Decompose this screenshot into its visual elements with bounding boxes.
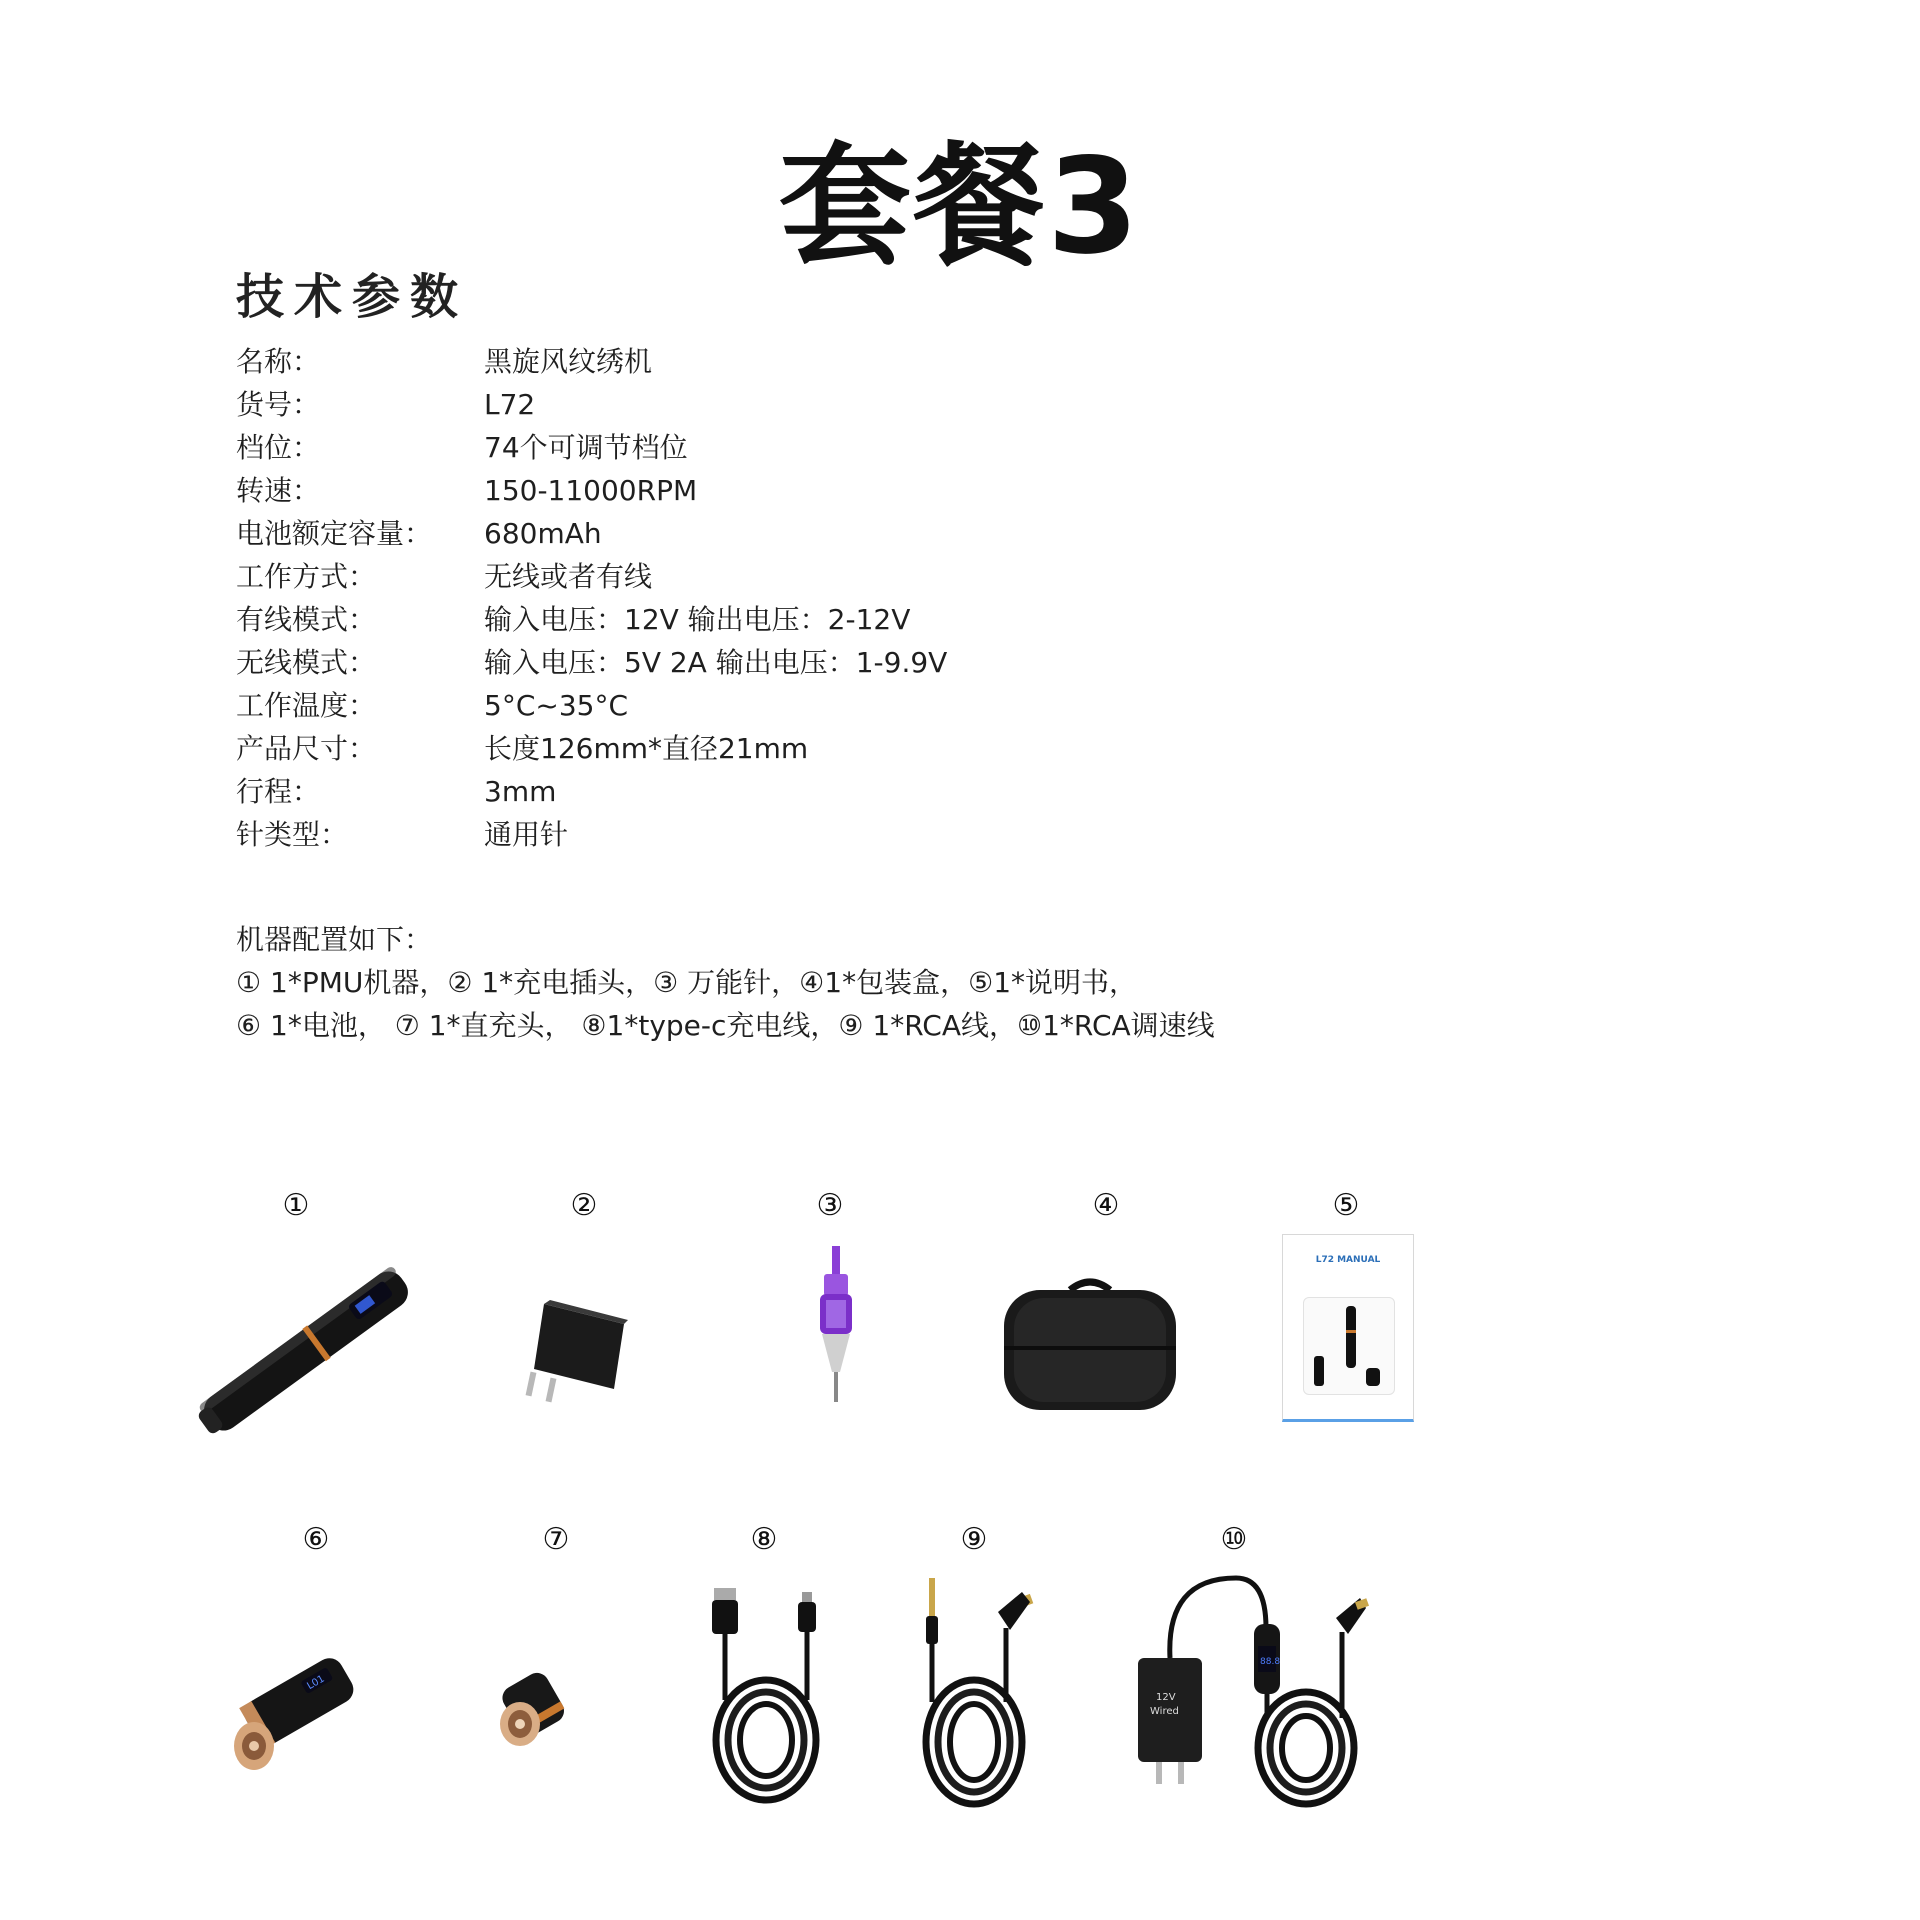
spec-value: 输入电压：5V 2A 输出电压：1-9.9V [484,646,948,679]
spec-label: 档位： [236,431,321,464]
section-title: 技术参数 [236,269,469,325]
speed-display-text: 88.8 [1260,1657,1281,1667]
spec-value: 74个可调节档位 [484,431,688,464]
item-number: ① [282,1188,310,1223]
spec-label: 货号： [236,388,321,421]
spec-label: 有线模式： [236,603,377,636]
manual-image [1282,1234,1414,1422]
needle-cartridge-image [806,1246,866,1416]
spec-value: 无线或者有线 [484,560,653,593]
packaging-box-image [1000,1270,1180,1420]
direct-charge-head-image [488,1658,578,1758]
spec-label: 产品尺寸： [236,732,377,765]
spec-value: L72 [484,388,536,421]
spec-value: 5°C~35°C [484,689,629,722]
page-title: 套餐3 [779,130,1141,284]
pmu-machine-image [176,1236,436,1466]
charging-plug-image [514,1284,644,1414]
config-heading: 机器配置如下： [236,923,433,956]
spec-value: 黑旋风纹绣机 [484,345,653,378]
battery-image [214,1628,374,1778]
spec-value: 输入电压：12V 输出电压：2-12V [484,603,911,636]
adapter-label-line1: 12V [1156,1692,1176,1703]
item-number: ⑤ [1332,1188,1360,1223]
spec-value: 通用针 [484,818,569,851]
item-number: ⑥ [302,1522,330,1557]
rca-cable-image [918,1572,1058,1812]
spec-label: 无线模式： [236,646,377,679]
item-number: ③ [816,1188,844,1223]
spec-value: 3mm [484,775,557,808]
spec-label: 行程： [236,775,321,808]
spec-label: 工作温度： [236,689,377,722]
config-line: ⑥ 1*电池， ⑦ 1*直充头， ⑧1*type-c充电线，⑨ 1*RCA线，⑩1*RCA调速线 [236,1009,1215,1042]
battery-display-text: L01 [305,1673,327,1693]
rca-speed-cable-image [1136,1568,1376,1818]
spec-value: 680mAh [484,517,602,550]
type-c-cable-image [706,1580,836,1810]
item-number: ⑧ [750,1522,778,1557]
spec-label: 名称： [236,345,321,378]
item-number: ② [570,1188,598,1223]
spec-label: 工作方式： [236,560,377,593]
adapter-label-line2: Wired [1150,1706,1179,1717]
item-number: ⑦ [542,1522,570,1557]
spec-value: 150-11000RPM [484,474,698,507]
item-number: ④ [1092,1188,1120,1223]
spec-label: 电池额定容量： [236,517,433,550]
spec-label: 针类型： [236,818,349,851]
spec-label: 转速： [236,474,321,507]
spec-value: 长度126mm*直径21mm [484,732,809,765]
item-number: ⑩ [1220,1522,1248,1557]
item-number: ⑨ [960,1522,988,1557]
config-line: ① 1*PMU机器，② 1*充电插头，③ 万能针，④1*包装盒，⑤1*说明书， [236,966,1138,999]
config-list [236,918,1215,1047]
manual-title: L72 MANUAL [1315,1255,1381,1265]
